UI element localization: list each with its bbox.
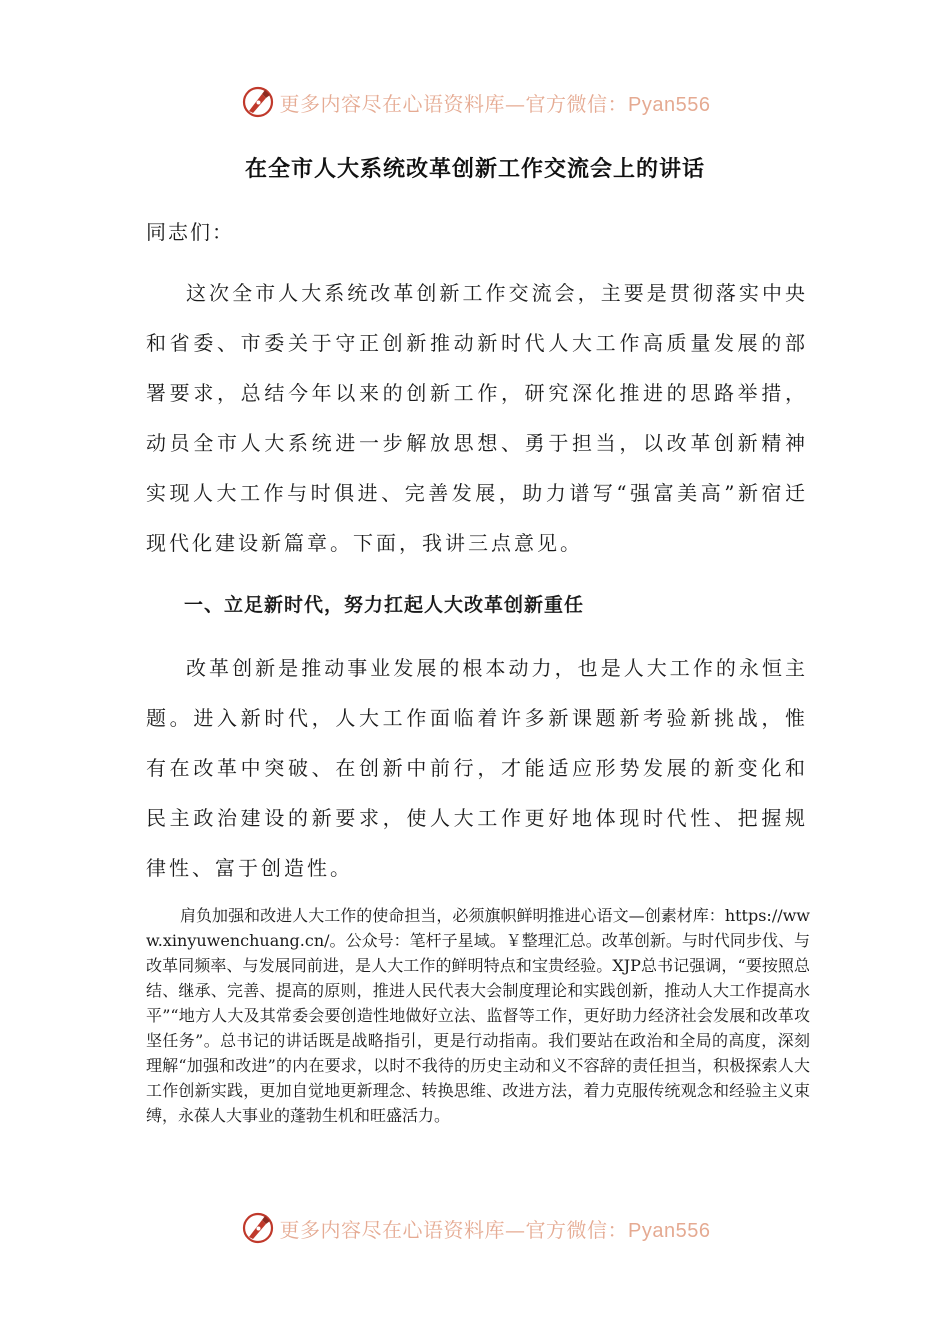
section-1-paragraph-1: 改革创新是推动事业发展的根本动力，也是人大工作的永恒主题。进入新时代，人大工作面临着许多新课题新考验新挑战，惟有在改革中突破、在创新中前行，才能适应形势发展的新变化和民主政治建设的新要求，使人大工作更好地体现时代性、把握规律性、富于创造性。	[146, 656, 808, 880]
header-watermark-banner	[0, 82, 950, 122]
section-1-paragraph-2: 肩负加强和改进人大工作的使命担当，必须旗帜鲜明推进心语文—创素材库：https://www.xinyuwenchuang.cn/。公众号：笔杆子星域。￥整理汇总。改革创新。与时代同步伐、与改革同频率、与发展同前进，是人大工作的鲜明特点和宝贵经验。XJP总书记强调，“要按照总结、继承、完善、提高的原则，推进人民代表大会制度理论和实践创新，推动人大工作提高水平”“地方人大及其常委会要创造性地做好立法、监督等工作，更好助力经济社会发展和改革攻坚任务”。总书记的讲话既是战略指引，更是行动指南。我们要站在政治和全局的高度，深刻理解“加强和改进”的内在要求，以时不我待的历史主动和义不容辞的责任担当，积极探索人大工作创新实践，更加自觉地更新理念、转换思维、改进方法，着力克服传统观念和经验主义束缚，永葆人大事业的蓬勃生机和旺盛活力。	[146, 906, 810, 1125]
watermark-label: 更多内容尽在心语资料库—官方微信：	[279, 91, 629, 116]
page-title: 在全市人大系统改革创新工作交流会上的讲话	[244, 157, 705, 182]
intro-paragraph: 这次全市人大系统改革创新工作交流会，主要是贯彻落实中央和省委、市委关于守正创新推动新时代人大工作高质量发展的部署要求，总结今年以来的创新工作，研究深化推进的思路举措，动员全市人大系统进一步解放思想、勇于担当，以改革创新精神实现人大工作与时俱进、完善发展，助力谱写“强富美高”新宿迁现代化建设新篇章。下面，我讲三点意见。	[146, 281, 808, 555]
watermark-text	[280, 88, 711, 117]
pen-nib-logo-icon	[240, 84, 276, 120]
watermark-label: 更多内容尽在心语资料库—官方微信：	[279, 1217, 629, 1242]
pen-nib-logo-icon	[240, 1210, 276, 1246]
wechat-id: Pyan556	[628, 1219, 711, 1242]
watermark-text	[280, 1214, 711, 1243]
wechat-id: Pyan556	[628, 93, 711, 116]
section-1-heading: 一、立足新时代，努力扛起人大改革创新重任	[184, 594, 585, 616]
salutation: 同志们：	[146, 220, 234, 244]
footer-watermark-banner	[0, 1208, 950, 1248]
